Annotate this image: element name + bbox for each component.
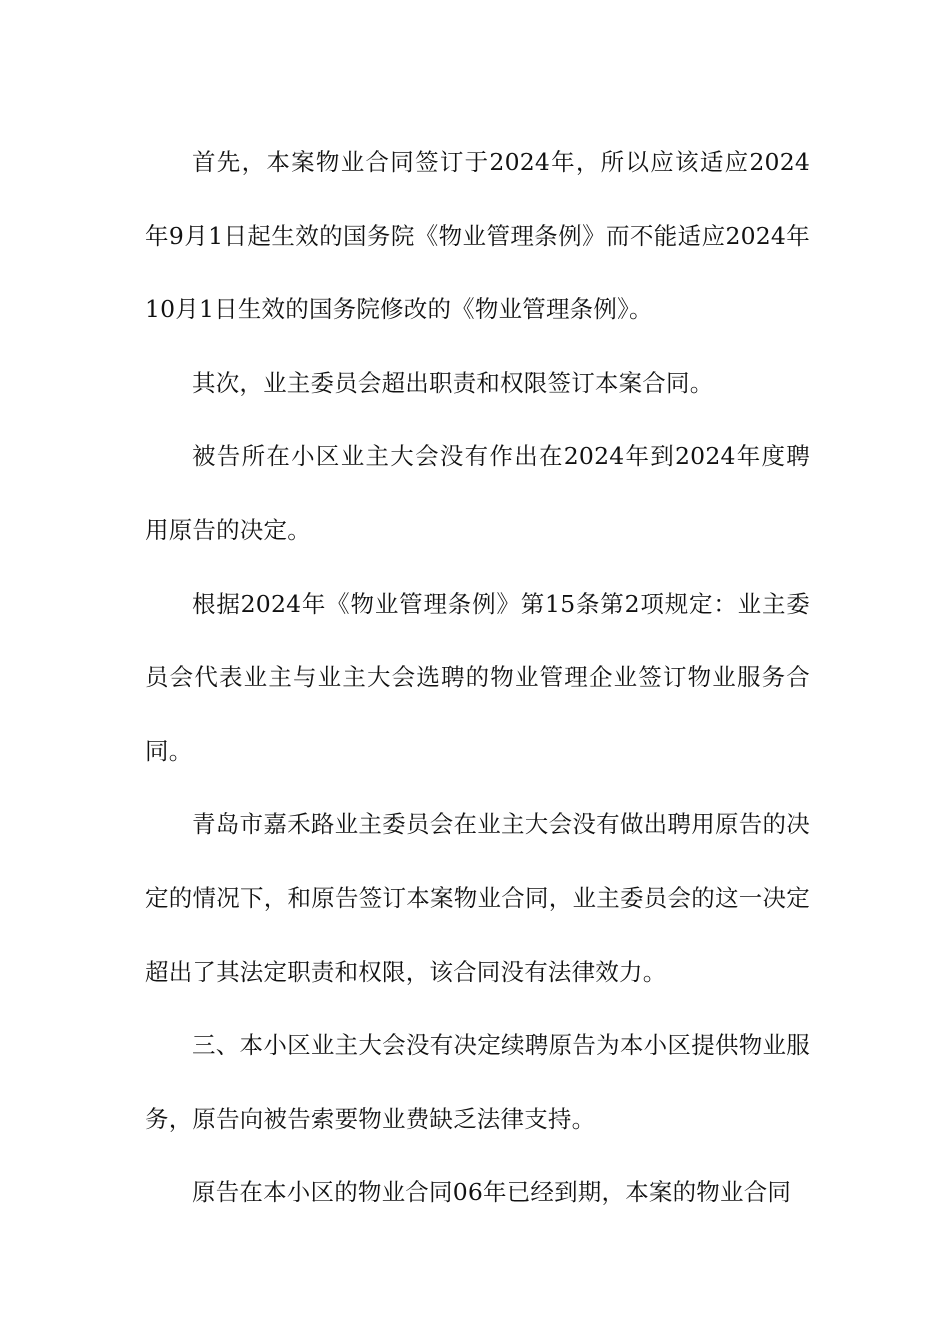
paragraph-2: 其次，业主委员会超出职责和权限签订本案合同。 [192,368,714,397]
paragraph-6: 三、本小区业主大会没有决定续聘原告为本小区提供物业服务，原告向被告索要物业费缺乏法律支持。 [145,1031,810,1133]
paragraph-7: 原告在本小区的物业合同06年已经到期，本案的物业合同 [192,1178,792,1207]
paragraph-1: 首先，本案物业合同签订于2024年，所以应该适应2024年9月1日起生效的国务院《物业管理条例》而不能适应2024年10月1日生效的国务院修改的《物业管理条例》。 [145,148,810,324]
paragraph-3: 被告所在小区业主大会没有作出在2024年到2024年度聘用原告的决定。 [145,442,810,544]
document-body [145,126,810,1230]
paragraph-4: 根据2024年《物业管理条例》第15条第2项规定：业主委员会代表业主与业主大会选聘的物业管理企业签订物业服务合同。 [145,589,810,765]
paragraph-5: 青岛市嘉禾路业主委员会在业主大会没有做出聘用原告的决定的情况下，和原告签订本案物业合同，业主委员会的这一决定超出了其法定职责和权限，该合同没有法律效力。 [145,810,810,986]
